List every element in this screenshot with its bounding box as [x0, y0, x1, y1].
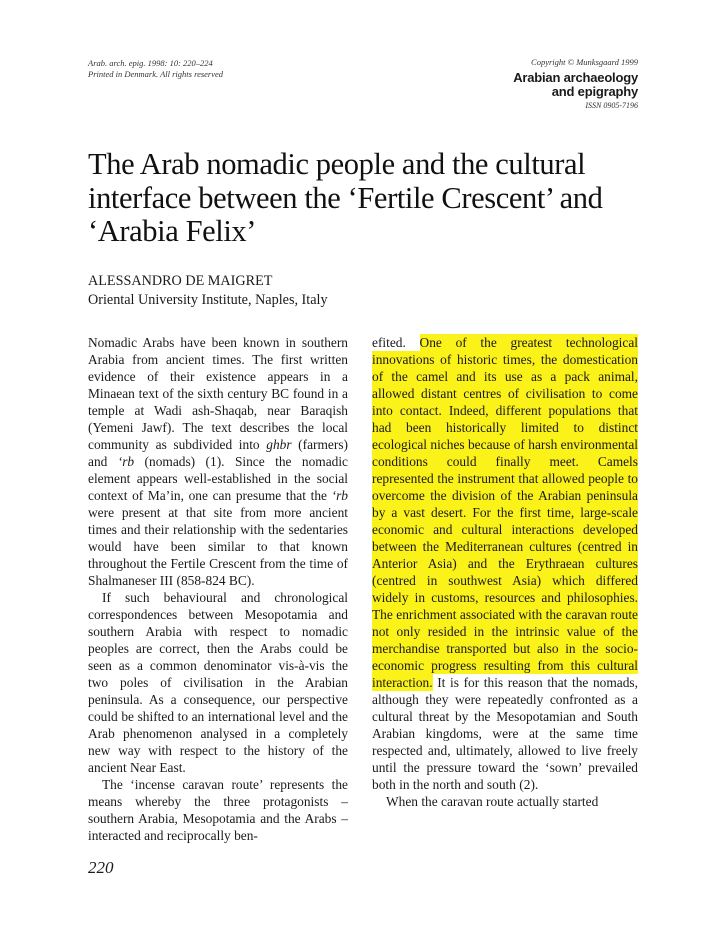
- term-rb-2: ‘rb: [331, 488, 348, 503]
- author-affiliation: Oriental University Institute, Naples, Italy: [88, 292, 328, 308]
- page-number: 220: [88, 858, 114, 877]
- journal-title: [513, 71, 638, 99]
- paragraph-3: The ‘incense caravan route’ represents the means whereby the three protagonists – southern Arabia, Mesopotamia and the Arabs – interacted and reciprocally ben-: [88, 777, 348, 843]
- citation-block: [88, 58, 223, 80]
- term-ghbr: ghbr: [266, 437, 292, 452]
- paragraph-1: Nomadic Arabs have been known in southern Arabia from ancient times. The first written evidence of their existence appears in a Minaean text of the sixth century BC found in a temple at Wadi ash-Shaqab, near Baraqish (Yemeni Jawf). The text describes the local community as subdivided into ghbr (farmers) and ‘rb (nomads) (1). Since the nomadic element appears well-established in the social context of Ma’in, one can presume that the ‘rb were present at that site from more ancient times and their relationship with the sedentaries would have been similar to that known throughout the Fertile Crescent from the time of Shalmaneser III (858-824 BC).: [88, 335, 348, 588]
- title-line2: interface between the ‘Fertile Crescent’ and: [88, 180, 603, 215]
- citation-line: Arab. arch. epig. 1998: 10: 220–224: [88, 58, 213, 68]
- journal-block: [513, 57, 638, 110]
- copyright-line: Copyright © Munksgaard 1999: [531, 57, 638, 67]
- title-line1: The Arab nomadic people and the cultural: [88, 147, 586, 181]
- right-column: [372, 334, 638, 810]
- article-title: [88, 148, 648, 249]
- journal-title-line2: and epigraphy: [551, 84, 638, 99]
- printed-line: Printed in Denmark. All rights reserved: [88, 69, 224, 79]
- issn-line: ISSN 0905-7196: [585, 101, 638, 110]
- author-block: [88, 272, 328, 310]
- term-rb: ‘rb: [117, 454, 135, 469]
- title-line3: ‘Arabia Felix’: [88, 214, 257, 248]
- paragraph-2: If such behavioural and chronological correspondences between Mesopotamia and southern Arabia with respect to nomadic peoples are correct, then the Arabs could be seen as a common denominator vis-à-vis the two poles of civilisation in the Arabian peninsula. As a consequence, our perspective could be shifted to an international level and the Arab phenomenon analysed in a completely new way with respect to the history of the ancient Near East.: [88, 590, 348, 775]
- highlighted-passage: One of the greatest technological innovations of historic times, the domestication of the camel and its use as a pack animal, allowed distant centres of civilisation to come into contact. Indeed, different populations that had been historically limited to distinct ecological niches because of harsh environmental conditions could finally meet. Camels represented the instrument that allowed people to overcome the division of the Arabian peninsula by a vast desert. For the first time, large-scale economic and cultural interactions developed between the Mediterranean cultures (centred in Anterior Asia) and the Erythraean cultures (centred in southwest Asia) which differed widely in customs, resources and philosophies. The enrichment associated with the caravan route not only resided in the intrinsic value of the merchandise transported but also in the socio-economic progress resulting from this cultural interaction.: [372, 335, 638, 690]
- paragraph-5: When the caravan route actually started: [386, 794, 599, 809]
- author-name: ALESSANDRO DE MAIGRET: [88, 273, 273, 289]
- left-column: [88, 334, 348, 844]
- journal-title-line1: Arabian archaeology: [513, 70, 638, 85]
- paragraph-4: efited. One of the greatest technological innovations of historic times, the domestication of the camel and its use as a pack animal, allowed distant centres of civilisation to come into contact. Indeed, different populations that had been historically limited to distinct ecological niches because of harsh environmental conditions could finally meet. Camels represented the instrument that allowed people to overcome the division of the Arabian peninsula by a vast desert. For the first time, large-scale economic and cultural interactions developed between the Mediterranean cultures (centred in Anterior Asia) and the Erythraean cultures (centred in southwest Asia) which differed widely in customs, resources and philosophies. The enrichment associated with the caravan route not only resided in the intrinsic value of the merchandise transported but also in the socio-economic progress resulting from this cultural interaction. It is for this reason that the nomads, although they were repeatedly confronted as a cultural threat by the Mesopotamian and South Arabian kingdoms, were at the same time respected and, ultimately, allowed to live freely until the pressure toward the ‘sown’ prevailed both in the north and south (2).: [372, 335, 638, 792]
